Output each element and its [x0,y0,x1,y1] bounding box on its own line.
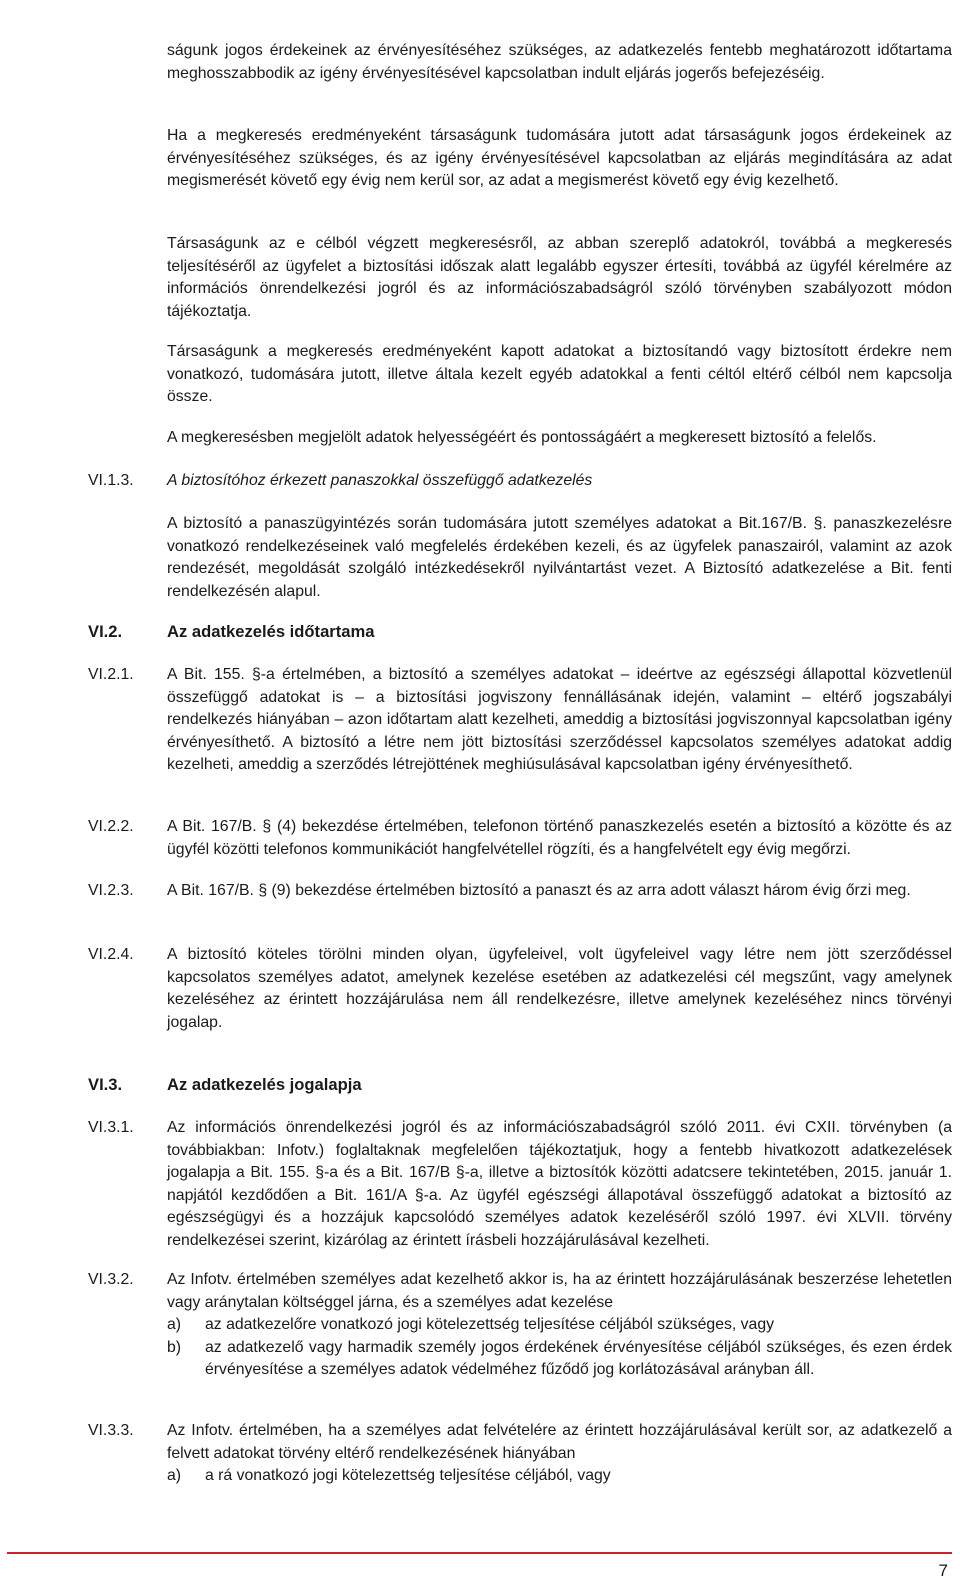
section-text-vi22: A Bit. 167/B. § (4) bekezdése értelmében, telefonon történő panaszkezelés esetén a biztosító a közötte és az ügyfél közötti telefonos kommunikációt hangfelvétellel rögzíti, és a hangfelvételt egy évig megőrzi. [167,818,952,858]
section-text-vi31: Az információs önrendelkezési jogról és az információszabadságról szóló 2011. évi CXII. törvényben (a továbbiakban: Infotv.) foglaltaknak megfelelően tájékoztatjuk, hogy a fentebb hivatkozott adatkezelések jogalapja a Bit. 155. §-a és a Bit. 167/B §-a, illetve a biztosítók közötti adatcsere tekintetében, 2015. január 1. napjától kezdődően a Bit. 161/A §-a. Az ügyfél egészségi állapotával összefüggő adatokat a biztosító az egészségügyi és a hozzájuk kapcsolódó személyes adatok kezeléséről szóló 1997. évi XLVII. törvény rendelkezései szerint, kizárólag az érintett írásbeli hozzájárulásával kezelheti. [167,1119,952,1249]
section-body-vi32 [167,1269,952,1382]
section-text-vi32: Az Infotv. értelmében személyes adat kezelhető akkor is, ha az érintett hozzájárulásának beszerzése lehetetlen vagy aránytalan költséggel járna, és a személyes adat kezelése [167,1271,952,1311]
list-item [167,1465,952,1488]
section-text-vi24: A biztosító köteles törölni minden olyan, ügyfeleivel, volt ügyfeleivel vagy létre nem jött szerződéssel kapcsolatos személyes adatot, amelynek kezelése esetében az adatkezelési cél megszűnt, vagy amelynek kezeléséhez az érintett hozzájárulása nem áll rendelkezésre, illetve amelynek kezeléséhez nincs törvényi jogalap. [167,946,952,1031]
section-text-vi33: Az Infotv. értelmében, ha a személyes adat felvételére az érintett hozzájárulásával került sor, az adatkezelő a felvett adatokat törvény eltérő rendelkezésének hiányában [167,1422,952,1462]
section-number-vi23: VI.2.3. [88,882,134,899]
section-number-vi24: VI.2.4. [88,946,134,963]
list-item-text: az adatkezelő vagy harmadik személy jogos érdekének érvényesítése céljából szükséges, és ezen érdek érvényesítése a személyes adatok védelméhez fűződő jog korlátozásával arányban áll. [205,1338,952,1378]
list-item [167,1314,952,1337]
list-item-text: az adatkezelőre vonatkozó jogi kötelezettség teljesítése céljából szükséges, vagy [205,1316,775,1333]
section-number-vi31: VI.3.1. [88,1119,134,1136]
section-body-vi33 [167,1420,952,1488]
list-item-text: a rá vonatkozó jogi kötelezettség teljesítése céljából, vagy [205,1467,611,1484]
section-number-vi2: VI.2. [88,622,123,641]
list-item-key: a) [167,1467,182,1484]
section-number-vi32: VI.3.2. [88,1271,134,1288]
list-item-key: a) [167,1316,182,1333]
paragraph-continuation: ságunk jogos érdekeinek az érvényesítéséhez szükséges, az adatkezelés fentebb meghatározott időtartama meghosszabbodik az igény érvényesítésével kapcsolatban indult eljárás jogerős befejezéséig. [167,42,952,82]
section-text-vi21: A Bit. 155. §-a értelmében, a biztosító a személyes adatokat – ideértve az egészségi állapottal közvetlenül összefüggő adatokat is – a biztosítási jogviszony fennállásának idején, valamint – eltérő jogszabályi rendelkezés hiányában – azon időtartam alatt kezelheti, ameddig a biztosítási jogviszonnyal kapcsolatban igény érvényesíthető. A biztosító a létre nem jött biztosítási szerződéssel kapcsolatos személyes adatokat addig kezelheti, ameddig a szerződés létrejöttének meghiúsulásával kapcsolatban igény érvényesíthető. [167,666,952,773]
paragraph-purpose-limit: Társaságunk a megkeresés eredményeként kapott adatokat a biztosítandó vagy biztosított érdekre nem vonatkozó, tudomására jutott, illetve általa kezelt egyéb adatokkal a fenti céltól eltérő célból nem kapcsolja össze. [167,343,952,405]
section-title-vi3: Az adatkezelés jogalapja [167,1075,362,1094]
list-item-key: b) [167,1338,182,1356]
paragraph-unused-data: Ha a megkeresés eredményeként társaságunk tudomására jutott adat társaságunk jogos érdekeinek az érvényesítéséhez szükséges, és az igény érvényesítésével kapcsolatban az eljárás megindítására az adat megismerését követő egy évig nem kerül sor, az adat a megismerést követő egy évig kezelhető. [167,127,952,189]
section-text-vi23: A Bit. 167/B. § (9) bekezdése értelmében biztosító a panaszt és az arra adott választ három évig őrzi meg. [167,882,911,899]
footer-rule [7,1552,952,1554]
section-title-vi13: A biztosítóhoz érkezett panaszokkal összefüggő adatkezelés [167,472,593,489]
list-item [167,1337,952,1382]
section-text-vi13: A biztosító a panaszügyintézés során tudomására jutott személyes adatokat a Bit.167/B. §. panaszkezelésre vonatkozó rendelkezéseinek való megfelelés érdekében kezeli, és az ügyfelek panaszairól, valamint az azok rendezését, megoldását szolgáló intézkedésekről nyilvántartást vezet. A Biztosító adatkezelése a Bit. fenti rendelkezésén alapul. [167,515,952,600]
paragraph-notification: Társaságunk az e célból végzett megkeresésről, az abban szereplő adatokról, továbbá a megkeresés teljesítéséről az ügyfelet a biztosítási időszak alatt legalább egyszer értesíti, továbbá az ügyfél kérelmére az információs önrendelkezési jogról és az információszabadságról szóló törvényben szabályozott módon tájékoztatja. [167,235,952,320]
paragraph-responsibility: A megkeresésben megjelölt adatok helyességéért és pontosságáért a megkeresett biztosító a felelős. [167,429,877,446]
section-number-vi13: VI.1.3. [88,472,134,489]
section-number-vi3: VI.3. [88,1075,123,1094]
section-number-vi33: VI.3.3. [88,1422,134,1439]
section-title-vi2: Az adatkezelés időtartama [167,622,375,641]
section-number-vi21: VI.2.1. [88,666,134,683]
section-number-vi22: VI.2.2. [88,818,134,835]
page-number: 7 [938,1561,948,1580]
